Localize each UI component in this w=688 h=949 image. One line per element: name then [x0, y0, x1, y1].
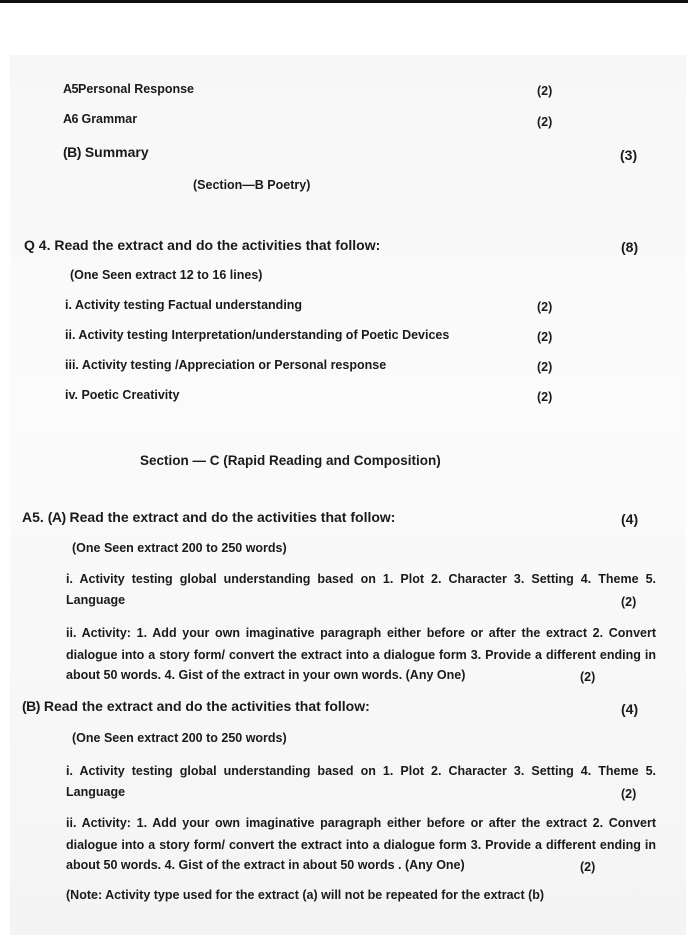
summary-item — [63, 144, 149, 160]
a5-i-line2: Language — [66, 593, 126, 607]
a6-marks: (2) — [537, 115, 553, 129]
b-i-line1: i. Activity testing global understanding based on 1. Plot 2. Character 3. Setting 4. Theme 5. — [66, 764, 656, 778]
q4-item-2: ii. Activity testing Interpretation/understanding of Poetic Devices — [65, 328, 450, 342]
summary-marks: (3) — [620, 147, 638, 163]
a6-item — [63, 112, 137, 126]
a5-item — [63, 82, 194, 96]
a5-question-note: (One Seen extract 200 to 250 words) — [72, 541, 287, 555]
q4-item-3-marks: (2) — [537, 360, 553, 374]
a6-label: A6 — [63, 112, 78, 126]
section-b-heading: (Section—B Poetry) — [193, 178, 311, 192]
b-i-marks: (2) — [621, 787, 637, 801]
q4-item-1: i. Activity testing Factual understanding — [65, 298, 303, 312]
b-i-line2: Language — [66, 785, 126, 799]
final-note: (Note: Activity type used for the extract (a) will not be repeated for the extract (b) — [66, 888, 545, 902]
b-ii-marks: (2) — [580, 860, 596, 874]
b-ii-line1: ii. Activity: 1. Add your own imaginative paragraph either before or after the extract 2. Convert — [66, 816, 656, 830]
summary-text: Summary — [84, 144, 149, 160]
a5-ii-line3: about 50 words. 4. Gist of the extract in your own words. (Any One) — [66, 668, 466, 682]
q4-title: Q 4. Read the extract and do the activities that follow: — [24, 237, 381, 253]
a5-ii-line2: dialogue into a story form/ convert the extract into a dialogue form 3. Provide a different ending in — [66, 648, 656, 662]
a5-question-label: (A) — [47, 509, 66, 525]
b-question-text: Read the extract and do the activities that follow: — [39, 698, 370, 714]
a5-label: A5 — [63, 82, 78, 96]
a5-text: Personal Response — [77, 82, 194, 96]
a5-i-marks: (2) — [621, 595, 637, 609]
a5-ii-marks: (2) — [580, 670, 596, 684]
a5-ii-line1: ii. Activity: 1. Add your own imaginative paragraph either before or after the extract 2. Convert — [66, 626, 656, 640]
a6-text: Grammar — [81, 112, 138, 126]
a5-i-line1: i. Activity testing global understanding based on 1. Plot 2. Character 3. Setting 4. Theme 5. — [66, 572, 656, 586]
q4-item-1-marks: (2) — [537, 300, 553, 314]
q4-item-3: iii. Activity testing /Appreciation or Personal response — [65, 358, 387, 372]
b-question-label: (B) — [22, 698, 40, 714]
a5-question-text: Read the extract and do the activities that follow: — [65, 509, 396, 525]
q4-note: (One Seen extract 12 to 16 lines) — [70, 268, 263, 282]
q4-item-4: iv. Poetic Creativity — [65, 388, 180, 402]
a5-question-prefix: A5. — [22, 509, 48, 525]
q4-marks: (8) — [621, 239, 639, 255]
a5-question-marks: (4) — [621, 511, 639, 527]
paper-page — [10, 55, 686, 935]
q4-item-4-marks: (2) — [537, 390, 553, 404]
b-question-note: (One Seen extract 200 to 250 words) — [72, 731, 287, 745]
summary-label: (B) — [63, 144, 81, 160]
a5-question-title — [22, 509, 395, 525]
b-question-marks: (4) — [621, 701, 639, 717]
b-ii-line3: about 50 words. 4. Gist of the extract in about 50 words . (Any One) — [66, 858, 465, 872]
b-ii-line2: dialogue into a story form/ convert the extract into a dialogue form 3. Provide a different ending in — [66, 838, 656, 852]
section-c-heading: Section — C (Rapid Reading and Composition) — [140, 453, 441, 468]
b-question-title — [22, 698, 370, 714]
q4-item-2-marks: (2) — [537, 330, 553, 344]
a5-marks: (2) — [537, 84, 553, 98]
top-border-line — [0, 0, 688, 3]
